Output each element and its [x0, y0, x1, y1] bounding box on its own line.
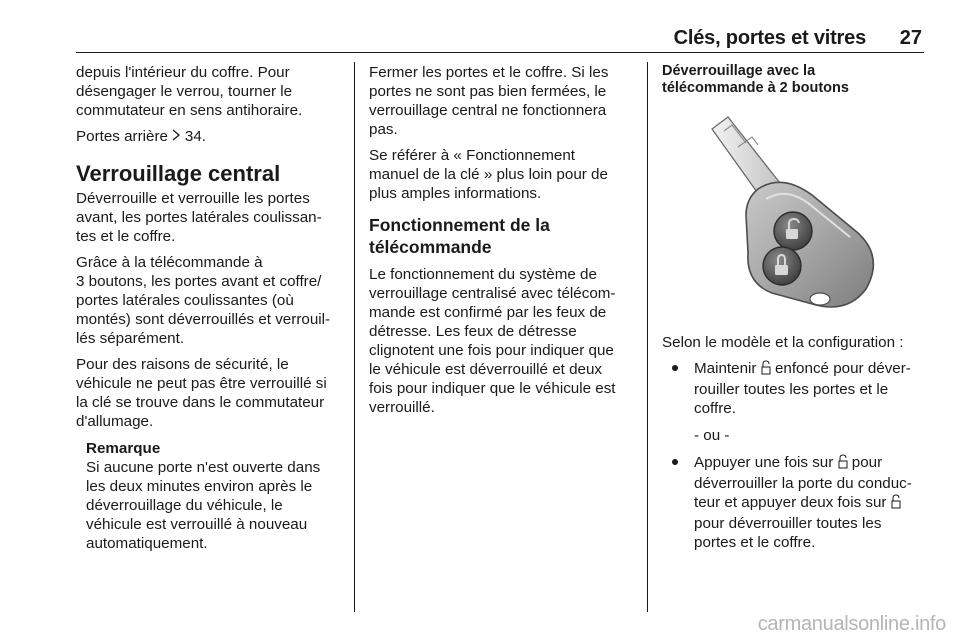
subsection-heading: Fonctionnement de la télécommande	[369, 215, 550, 257]
subsection-heading: Déverrouillage avec la télécommande à 2 boutons	[662, 63, 849, 96]
bullet-icon	[672, 459, 678, 465]
page-reference-link[interactable]: 34.	[184, 128, 206, 145]
section-heading: Verrouillage central	[76, 161, 281, 186]
page-header	[76, 26, 924, 53]
section-title: Clés, portes et vitres	[673, 27, 866, 49]
intro-paragraph: depuis l'intérieur du coffre. Pour désengager le verrou, tourner le commutateur en sens antihoraire.	[76, 64, 303, 119]
paragraph: Le fonctionnement du système de verrouillage centralisé avec télécom- mande est confirmé par les feux de détresse. Les feux de détresse clignotent une fois pour indiquer que le véhicule est déverrouillé et deux fois pour indiquer que le véhicule est verrouillé.	[369, 266, 616, 416]
key-fob-body	[746, 182, 873, 307]
watermark: carmanualsonline.info	[757, 613, 946, 635]
column-2	[369, 63, 641, 424]
note-box: Remarque Si aucune porte n'est ouverte dans les deux minutes environ après le déverrouillage du véhicule, le véhicule est verrouillé à nouveau automatiquement.	[86, 439, 348, 553]
unlock-options-list	[662, 359, 926, 418]
paragraph: Se référer à « Fonctionnement manuel de la clé » plus loin pour de plus amples informations.	[369, 147, 608, 202]
bullet-icon	[672, 365, 678, 371]
unlock-options-list-2	[662, 453, 926, 552]
intro-text: Selon le modèle et la configuration :	[662, 334, 904, 351]
note-title: Remarque	[86, 440, 161, 457]
unlock-symbol-icon	[838, 454, 848, 474]
unlock-button-icon	[774, 212, 812, 250]
list-item: Appuyer une fois sur pour déverrouiller la porte du conduc- teur et appuyer deux fois sur pour déverrouiller toutes les portes et le coffre.	[662, 453, 926, 552]
page-number: 27	[899, 27, 922, 49]
lock-button-icon	[763, 247, 801, 285]
paragraph: Grâce à la télécommande à 3 boutons, les portes avant et coffre/ portes latérales coulissantes (où montés) sont déverrouillés et verrouil- lés séparément.	[76, 254, 331, 347]
separator-text: - ou -	[694, 427, 730, 444]
list-item: Maintenir enfoncé pour déver- rouiller toutes les portes et le coffre.	[662, 359, 926, 418]
remote-key-illustration	[662, 107, 926, 319]
column-divider-2	[647, 62, 648, 612]
unlock-symbol-icon	[891, 494, 901, 514]
rear-doors-reference: Portes arrière 34.	[76, 128, 206, 145]
paragraph: Pour des raisons de sécurité, le véhicule ne peut pas être verrouillé si la clé se trouve dans le commutateur d'allumage.	[76, 356, 327, 430]
column-divider-1	[354, 62, 355, 612]
column-3	[662, 63, 926, 560]
key-ring-hole-icon	[810, 293, 830, 305]
unlock-symbol-icon	[761, 360, 771, 380]
paragraph: Fermer les portes et le coffre. Si les portes ne sont pas bien fermées, le verrouillage central ne fonctionnera pas.	[369, 64, 609, 138]
page-reference-arrow-icon	[172, 129, 185, 144]
paragraph: Déverrouille et verrouille les portes avant, les portes latérales coulissan- tes et le coffre.	[76, 190, 322, 245]
column-1	[76, 63, 348, 553]
